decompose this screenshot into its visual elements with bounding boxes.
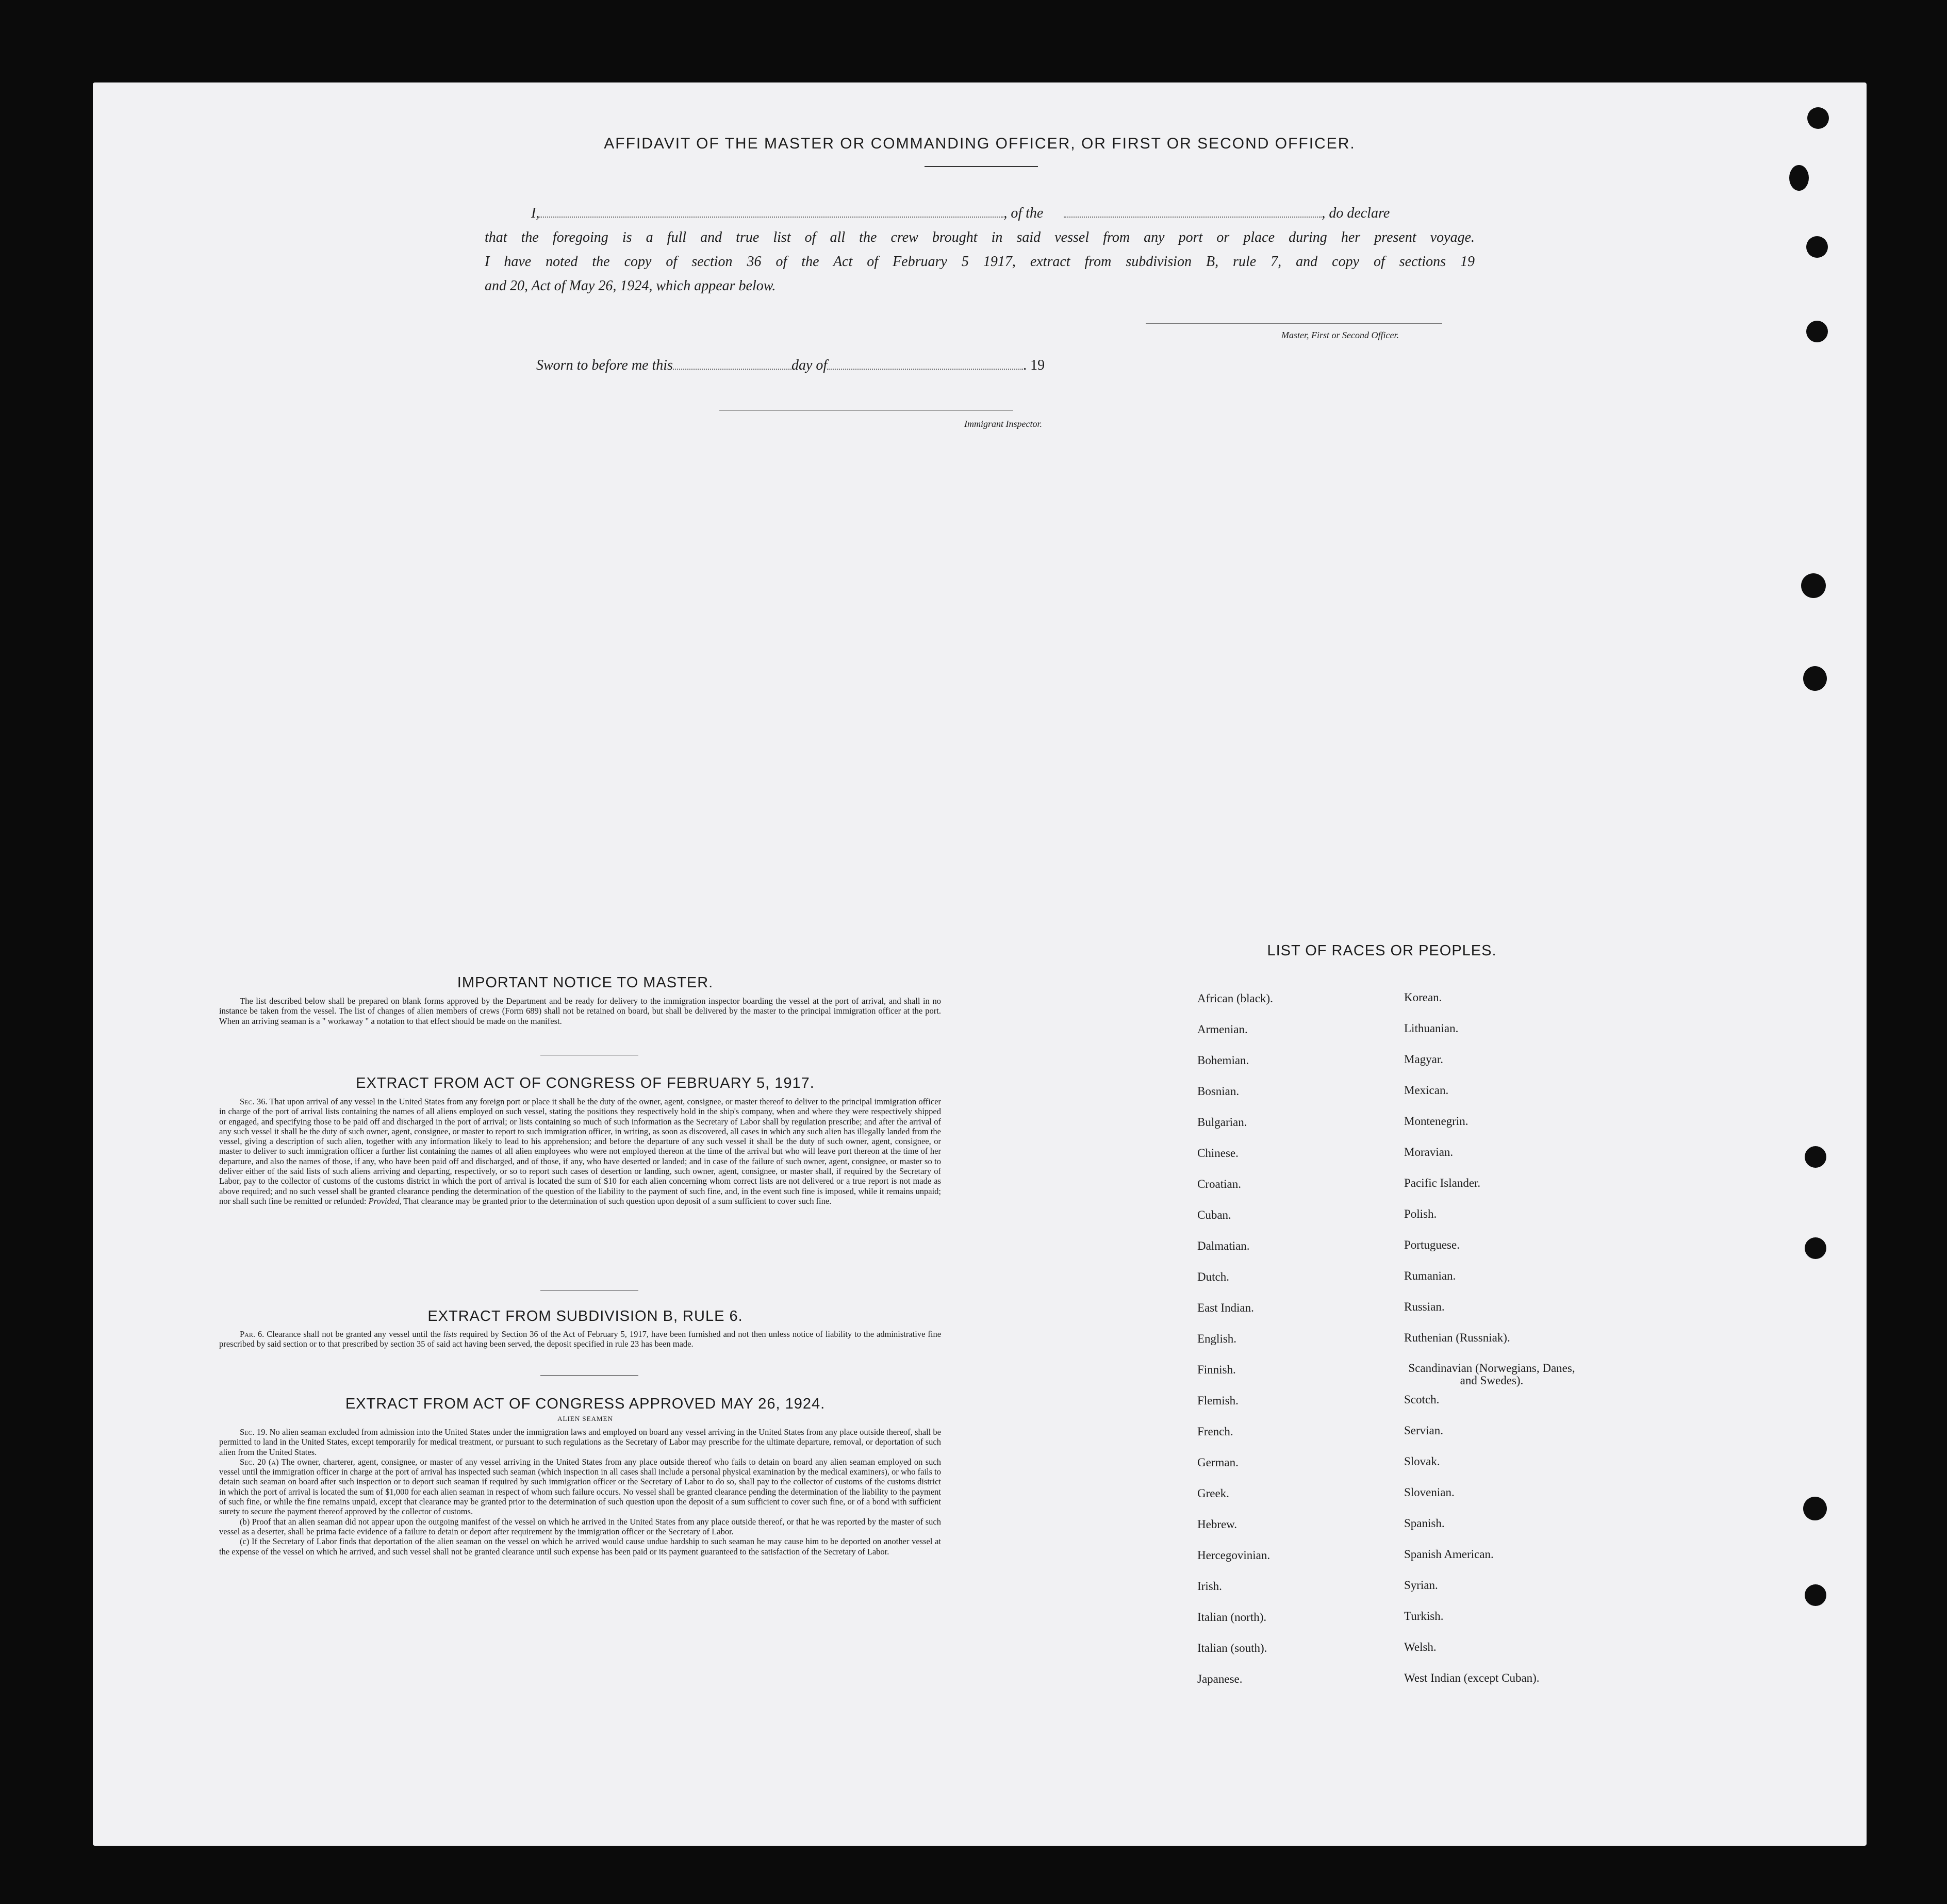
race-item: Hercegovinian. bbox=[1197, 1549, 1270, 1562]
race-item: Bulgarian. bbox=[1197, 1116, 1247, 1129]
race-item: English. bbox=[1197, 1332, 1237, 1345]
rule6-text-b: required by Section 36 of the Act of February 5, 1917, have been furnished and not then unless notice of liability to the administrative fine prescribed by said section or to that prescribed by section 35 of said act having been served, the deposit specified in rule 23 has been made. bbox=[219, 1329, 942, 1349]
divider bbox=[540, 1375, 638, 1376]
declarant-prefix: I, bbox=[531, 205, 540, 221]
race-item: Welsh. bbox=[1404, 1641, 1437, 1653]
race-item: Scotch. bbox=[1404, 1393, 1440, 1406]
extract-rule6-body bbox=[219, 1329, 941, 1349]
alien-seamen-subtitle: ALIEN SEAMEN bbox=[557, 1415, 613, 1422]
punch-hole bbox=[1807, 107, 1829, 129]
punch-hole bbox=[1789, 165, 1809, 191]
signature-line bbox=[1146, 323, 1442, 324]
race-item: Russian. bbox=[1404, 1300, 1445, 1313]
race-item: Scandinavian (Norwegians, Danes, and Swedes). bbox=[1408, 1362, 1575, 1387]
sworn-day-blank[interactable] bbox=[673, 359, 791, 370]
race-item: Pacific Islander. bbox=[1404, 1177, 1481, 1189]
race-item: Ruthenian (Russniak). bbox=[1404, 1331, 1510, 1344]
sworn-line bbox=[536, 357, 1045, 374]
race-item: Syrian. bbox=[1404, 1579, 1438, 1592]
section-label: Sec. 36. bbox=[240, 1097, 268, 1106]
notice-body: The list described below shall be prepared on blank forms approved by the Department and be ready for delivery to the immigration inspector boarding the vessel at the port of arrival, and shall in no instance be taken from the vessel. The list of changes of alien members of crews (Form 689) shall not be retained on board, but shall be delivered by the master to the principal immigration officer at the port. When an arriving seaman is a " workaway " a notation to that effect should be made on the manifest. bbox=[219, 996, 941, 1026]
race-item: West Indian (except Cuban). bbox=[1404, 1671, 1540, 1684]
extract-1917-body bbox=[219, 1097, 941, 1206]
race-item: Dutch. bbox=[1197, 1270, 1229, 1283]
race-item: Armenian. bbox=[1197, 1023, 1248, 1036]
rule6-text-a: Clearance shall not be granted any vessel until the bbox=[267, 1329, 441, 1339]
rule6-lists: lists bbox=[443, 1329, 457, 1339]
document-sheet bbox=[93, 82, 1867, 1846]
race-item: Polish. bbox=[1404, 1207, 1437, 1220]
race-item: Croatian. bbox=[1197, 1178, 1241, 1190]
signature-label: Master, First or Second Officer. bbox=[1281, 330, 1399, 340]
vessel-name-blank[interactable] bbox=[1064, 207, 1322, 218]
punch-hole bbox=[1805, 1146, 1826, 1168]
race-item: Portuguese. bbox=[1404, 1238, 1460, 1251]
inspector-signature-line bbox=[719, 410, 1013, 411]
race-item: Magyar. bbox=[1404, 1053, 1444, 1066]
race-item: Bohemian. bbox=[1197, 1054, 1249, 1067]
race-item: Montenegrin. bbox=[1404, 1115, 1468, 1128]
punch-hole bbox=[1806, 321, 1828, 342]
section-19-text: No alien seaman excluded from admission into the United States under the immigration laws and employed on board any vessel arriving in the United States from any place outside thereof, shall be permitted to land in the United States, except temporarily for medical treatment, or pursuant to such regulations as the Secretary of Labor may prescribe for the ultimate departure, removal, or deportation of such alien from the United States. bbox=[219, 1427, 941, 1457]
declaration-line-1 bbox=[485, 201, 1475, 225]
race-item: Greek. bbox=[1197, 1487, 1229, 1500]
declaration bbox=[485, 201, 1475, 298]
sworn-year: . 19 bbox=[1023, 357, 1045, 373]
race-item: African (black). bbox=[1197, 992, 1273, 1005]
declaration-line-3: I have noted the copy of section 36 of the Act of February 5 1917, extract from subdivision B, rule 7, and copy of sections 19 bbox=[485, 254, 1475, 270]
extract-1917-title: EXTRACT FROM ACT OF CONGRESS OF FEBRUARY 5, 1917. bbox=[356, 1075, 815, 1091]
race-item: German. bbox=[1197, 1456, 1239, 1469]
race-item: Hebrew. bbox=[1197, 1518, 1238, 1531]
race-item: Mexican. bbox=[1404, 1084, 1449, 1097]
punch-hole bbox=[1801, 573, 1826, 598]
race-item: Italian (south). bbox=[1197, 1642, 1267, 1654]
race-item: East Indian. bbox=[1197, 1301, 1254, 1314]
extract-1924-title: EXTRACT FROM ACT OF CONGRESS APPROVED MAY 26, 1924. bbox=[345, 1396, 826, 1412]
sworn-month-blank[interactable] bbox=[827, 359, 1023, 370]
punch-hole bbox=[1806, 236, 1828, 258]
race-item: Bosnian. bbox=[1197, 1085, 1240, 1098]
race-item: Flemish. bbox=[1197, 1394, 1239, 1407]
race-item: Chinese. bbox=[1197, 1147, 1239, 1160]
extract-1924-body bbox=[219, 1427, 941, 1557]
race-item: Cuban. bbox=[1197, 1208, 1231, 1221]
race-item: Lithuanian. bbox=[1404, 1022, 1459, 1035]
races-title: LIST OF RACES OR PEOPLES. bbox=[1267, 942, 1497, 959]
race-item: Spanish American. bbox=[1404, 1548, 1494, 1561]
sworn-mid: day of bbox=[791, 357, 828, 373]
declare-suffix: , do declare bbox=[1322, 205, 1390, 221]
section-19-label: Sec. 19. bbox=[240, 1427, 268, 1437]
race-item: Slovenian. bbox=[1404, 1486, 1455, 1499]
race-item: Moravian. bbox=[1404, 1146, 1454, 1158]
race-item: Slovak. bbox=[1404, 1455, 1440, 1468]
punch-hole bbox=[1805, 1237, 1826, 1259]
race-item: Finnish. bbox=[1197, 1363, 1236, 1376]
declaration-line-4: and 20, Act of May 26, 1924, which appear below. bbox=[485, 278, 776, 294]
race-item: Korean. bbox=[1404, 991, 1442, 1004]
proviso-label: Provided, bbox=[368, 1196, 402, 1206]
race-item: Spanish. bbox=[1404, 1517, 1445, 1530]
punch-hole bbox=[1803, 666, 1827, 691]
punch-hole bbox=[1803, 1497, 1827, 1520]
proviso-text: That clearance may be granted prior to the determination of such question upon deposit of a sum sufficient to cover such fine. bbox=[403, 1196, 832, 1206]
declaration-line-2: that the foregoing is a full and true list of all the crew brought in said vessel from any port or place during her present voyage. bbox=[485, 229, 1475, 245]
race-item: Italian (north). bbox=[1197, 1611, 1267, 1624]
title-divider bbox=[925, 166, 1038, 167]
race-item: Rumanian. bbox=[1404, 1269, 1456, 1282]
punch-hole bbox=[1805, 1584, 1826, 1606]
vessel-prefix: , of the bbox=[1003, 205, 1044, 221]
extract-rule6-title: EXTRACT FROM SUBDIVISION B, RULE 6. bbox=[427, 1308, 743, 1324]
notice-title: IMPORTANT NOTICE TO MASTER. bbox=[457, 974, 714, 991]
race-item: Turkish. bbox=[1404, 1610, 1444, 1622]
race-item: Dalmatian. bbox=[1197, 1239, 1250, 1252]
inspector-label: Immigrant Inspector. bbox=[964, 419, 1042, 429]
affidavit-title: AFFIDAVIT OF THE MASTER OR COMMANDING OFFICER, OR FIRST OR SECOND OFFICER. bbox=[604, 135, 1356, 152]
race-item: French. bbox=[1197, 1425, 1233, 1438]
race-item: Japanese. bbox=[1197, 1673, 1243, 1685]
paragraph-label: Par. 6. bbox=[240, 1329, 265, 1339]
section-20a-text: The owner, charterer, agent, consignee, or master of any vessel arriving in the United States from any place outside thereof who fails to detain on board any alien seaman employed on such vessel until the immigration officer in charge at the port of arrival has inspected such seaman (which inspection in all cases shall include a personal physical examination by the medical examiners), or who fails to detain such seaman on board after such inspection or to deport such seaman if required by such immigration officer or the Secretary of Labor to do so, shall pay to the collector of customs of the customs district in which the port of arrival is located the sum of $1,000 for each alien seaman in respect of whom such failure occurs. No vessel shall be granted clearance pending the determination of the liability to the payment of such fine, or while the fine remains unpaid, except that clearance may be granted prior to the determination of such question upon the deposit of a sum sufficient to cover such fine, or of a bond with sufficient surety to secure the payment thereof approved by the collector of customs. bbox=[219, 1456, 941, 1517]
sworn-prefix: Sworn to before me this bbox=[536, 357, 673, 373]
section-20a-label: Sec. 20 (a) bbox=[240, 1456, 279, 1467]
section-36-text: That upon arrival of any vessel in the United States from any foreign port or place it shall be the duty of the owner, agent, consignee, or master thereof to deliver to the principal immigration officer in charge of the port of arrival lists containing the names of all aliens employed on such vessel, stating the positions they respectively hold in the ship's company, when and where they were respectively shipped or engaged, and specifying those to be paid off and discharged in the port of arrival; or lists containing so much of such information as the Secretary of Labor shall by regulation prescribe; and after the arrival of any such vessel it shall be the duty of such owner, agent, consignee, or master to report to such immigration officer, in writing, as soon as discovered, all cases in which any such alien has illegally landed from the vessel, giving a description of such alien, together with any information likely to lead to his apprehension; and before the departure of any such vessel it shall be the duty of such owner, agent, consignee, or master to deliver to such immigration officer a further list containing the names of all alien employees who were not employed thereon at the time of the arrival but who will leave port thereon at the time of her departure, and also the names of those, if any, who have been paid off and discharged, and of those, if any, who have deserted or landed; and in case of the failure of such owner, agent, consignee, or master so to deliver either of the said lists of such aliens arriving and departing, respectively, or so to report such cases of desertion or landing, such owner, agent, consignee, or master shall, if required by the Secretary of Labor, pay to the collector of customs of the customs district in which the port of arrival is located the sum of $10 for each alien concerning whom correct lists are not delivered or a true report is not made as above required; and no such vessel shall be granted clearance pending the determination of the question of the liability to the payment of such fine, and, in the event such fine is imposed, while it remains unpaid; nor shall such fine be remitted or refunded: bbox=[219, 1097, 942, 1206]
race-item: Irish. bbox=[1197, 1580, 1222, 1593]
race-item: Servian. bbox=[1404, 1424, 1444, 1437]
section-20c-text: (c) If the Secretary of Labor finds that deportation of the alien seaman on the vessel on which he arrived would cause undue hardship to such seaman he may cause him to be deported on another vessel at the expense of the vessel on which he arrived, and such vessel shall not be granted clearance until such expense has been paid or its payment guaranteed to the satisfaction of the Secretary of Labor. bbox=[219, 1536, 941, 1557]
section-20b-text: (b) Proof that an alien seaman did not appear upon the outgoing manifest of the vessel on which he arrived in the United States from any place outside thereof, or that he was reported by the master of such vessel as a deserter, shall be prima facie evidence of a failure to detain or deport after requirement by the immigration officer or the Secretary of Labor. bbox=[219, 1516, 941, 1536]
declarant-name-blank[interactable] bbox=[539, 207, 1003, 218]
